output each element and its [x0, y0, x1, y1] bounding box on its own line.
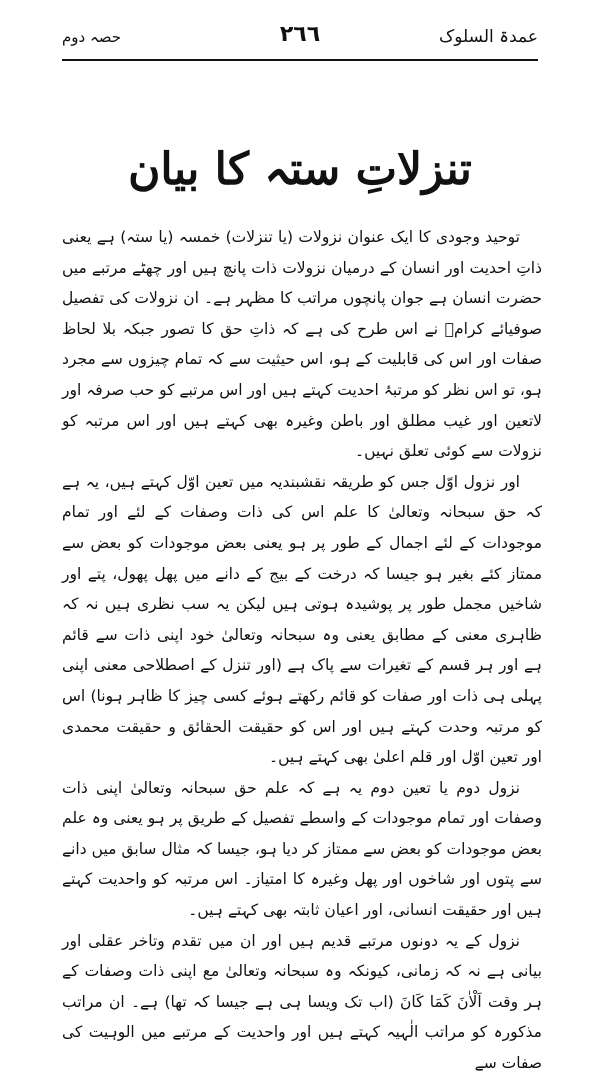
book-title: عمدۃ السلوک [439, 27, 538, 47]
header-divider [62, 59, 538, 61]
body-text [62, 222, 542, 1079]
page-number: ۲٦٦ [279, 22, 321, 47]
paragraph-2: اور نزول اوّل جس کو طریقہ نقشبندیہ میں تعین اوّل کہتے ہیں، یہ ہے کہ حق سبحانہ وتعالیٰ کا علم اس کی ذات وصفات کے لئے اور تمام موجودات کے لئے اجمال کے طور پر ہو یعنی بعض موجودات کو بعض سے ممتاز کئے بغیر ہو جیسا کہ درخت کے بیج کے دانے میں پھل پھول، پتے اور شاخیں مجمل طور پر پوشیدہ ہوتی ہیں لیکن یہ سب نظری ہیں نہ کہ ظاہری معنی کے مطابق یعنی وہ سبحانہ وتعالیٰ خود اپنی ذات سے قائم ہے اور ہر قسم کے تغیرات سے پاک ہے (اور تنزل کے اصطلاحی معنی اپنی پہلی ہی ذات اور صفات کو قائم رکھتے ہوئے کسی چیز کا ظاہر ہونا) اس کو مرتبہ وحدت کہتے ہیں اور اس کو حقیقت الحقائق و حقیقت محمدی اور تعین اوّل اور قلم اعلیٰ بھی کہتے ہیں۔ [62, 472, 542, 767]
paragraph-4: نزول کے یہ دونوں مرتبے قدیم ہیں اور ان میں تقدم وتاخر عقلی اور بیانی ہے نہ کہ زمانی، کیونکہ وہ سبحانہ وتعالیٰ مع اپنی ذات وصفات کے ہر وقت اَلْاٰنَ کَمَا کَانَ (اب تک ویسا ہی ہے جیسا کہ تھا) ہے۔ ان مراتب مذکورہ کو مراتب الٰہیہ کہتے ہیں اور واحدیت کے مرتبے میں الوہیت کی صفات سے [62, 931, 542, 1073]
part-label: حصہ دوم [62, 28, 122, 46]
paragraph-1: توحید وجودی کا ایک عنوان نزولات (یا تنزلات) خمسہ (یا ستہ) ہے یعنی ذاتِ احدیت اور انسان کے درمیان نزولات ذات پانچ ہیں اور چھٹے مرتبے میں حضرت انسان ہے جوان پانچوں مراتب کا مظہر ہے۔ ان نزولات کی تفصیل صوفیائے کرامؒ نے اس طرح کی ہے کہ ذاتِ حق کا تصور جبکہ بلا لحاظ صفات اور اس کی قابلیت کے ہو، اس حیثیت سے کہ تمام چیزوں سے مجرد ہو، تو اس نظر کو مرتبۂ احدیت کہتے ہیں اور اس مرتبے کو حب صرفہ اور لاتعین اور غیب مطلق اور باطن وغیرہ بھی کہتے ہیں اور اس مرتبہ کو نزولات سے کوئی تعلق نہیں۔ [62, 228, 542, 461]
paragraph-3: نزول دوم یا تعین دوم یہ ہے کہ علم حق سبحانہ وتعالیٰ اپنی ذات وصفات اور تمام موجودات کے واسطے تفصیل کے طریق پر ہو یعنی وہ علم بعض موجودات کو بعض سے ممتاز کر دیا ہو، جیسا کہ مثال سابق میں دانے سے پتوں اور شاخوں اور پھل وغیرہ کا امتیاز۔ اس مرتبہ کو واحدیت کہتے ہیں اور حقیقت انسانی، اور اعیان ثابتہ بھی کہتے ہیں۔ [62, 778, 542, 920]
chapter-title: تنزلاتِ ستہ کا بیان [128, 144, 472, 195]
running-head [62, 22, 538, 56]
